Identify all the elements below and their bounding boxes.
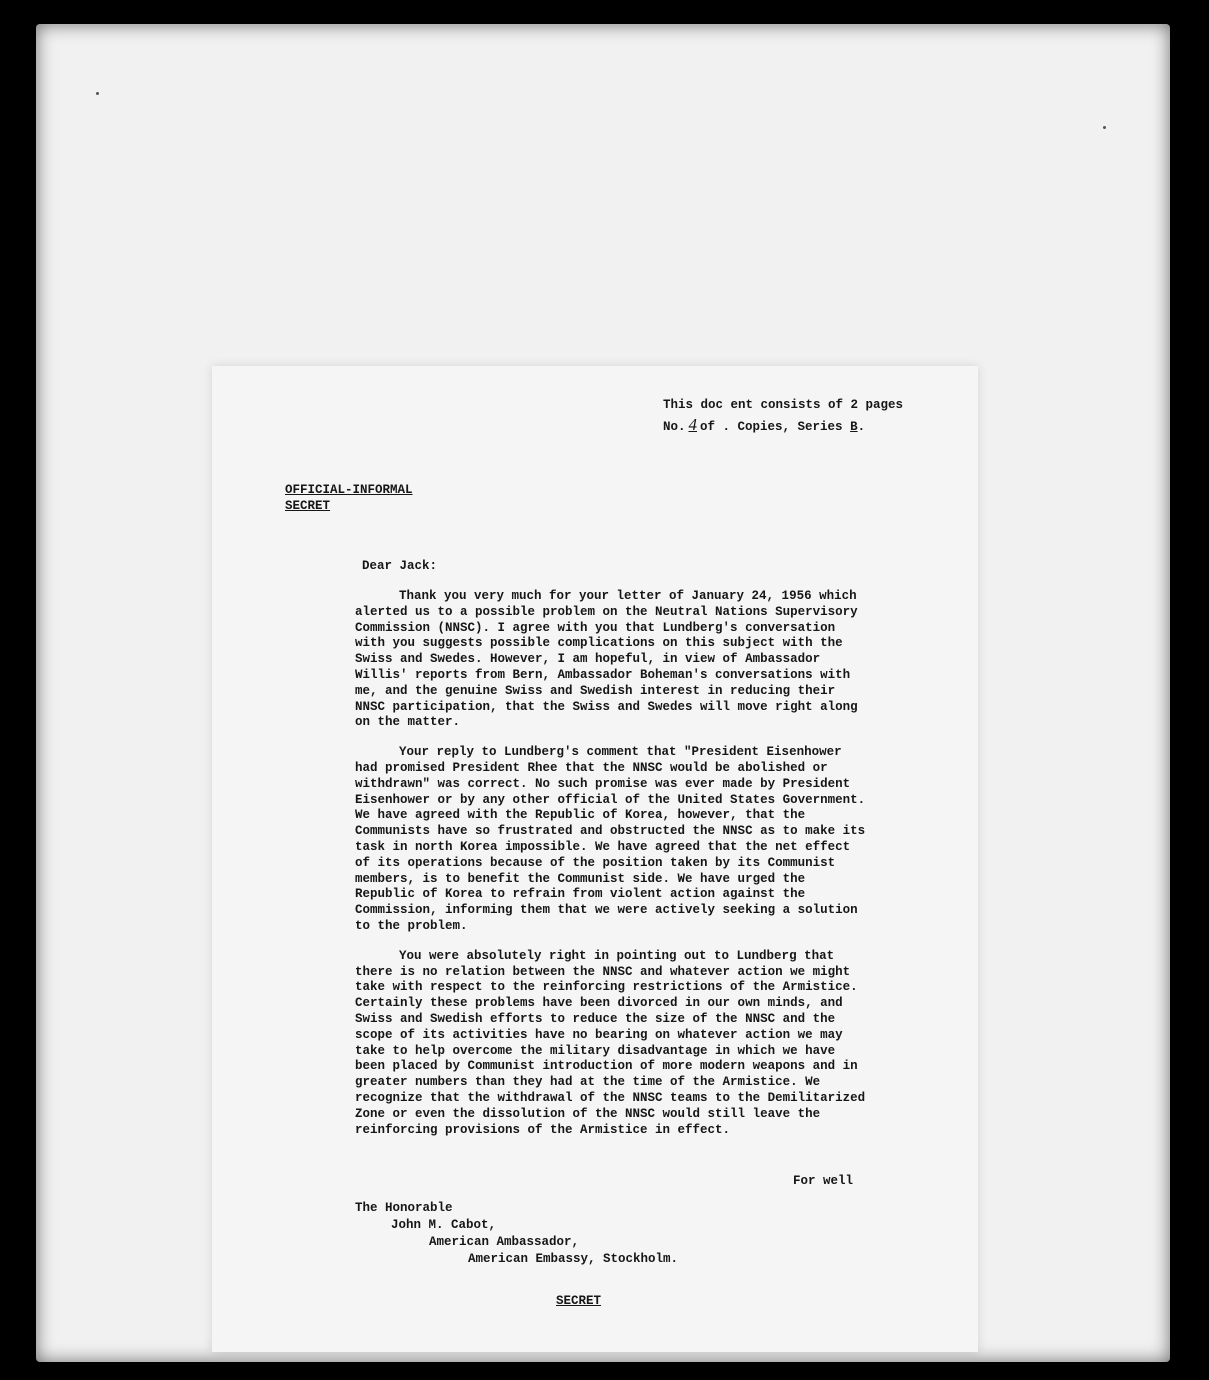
classification-block bbox=[285, 482, 413, 514]
page-count-line: This doc ent consists of 2 pages bbox=[663, 398, 904, 412]
address-line: American Ambassador, bbox=[429, 1235, 580, 1249]
address-line: The Honorable bbox=[355, 1201, 453, 1215]
document-control-header bbox=[663, 396, 903, 437]
series-letter: B bbox=[850, 420, 858, 434]
classification-secret: SECRET bbox=[285, 499, 331, 513]
copy-middle-text: of . Copies, Series bbox=[700, 420, 843, 434]
classification-official-informal: OFFICIAL-INFORMAL bbox=[285, 483, 413, 497]
classification-footer: SECRET bbox=[556, 1294, 602, 1308]
page-continuation: For well bbox=[793, 1174, 854, 1188]
copy-prefix: No. bbox=[663, 420, 686, 434]
address-line: American Embassy, Stockholm. bbox=[468, 1252, 679, 1266]
address-line: John M. Cabot, bbox=[391, 1218, 497, 1232]
body-paragraph: Thank you very much for your letter of January 24, 1956 which alerted us to a possible problem on the Neutral Nations Supervisory Commission (NNSC). I agree with you that Lundberg's conversation with you suggests possible complications on this subject with the Swiss and Swedes. However, I am hopeful, in view of Ambassador Willis' reports from Bern, Ambassador Boheman's conversations with me, and the genuine Swiss and Swedish interest in reducing their NNSC participation, that the Swiss and Swedes will move right along on the matter. bbox=[355, 589, 858, 730]
copy-number-line bbox=[663, 415, 866, 434]
registration-mark bbox=[96, 92, 99, 95]
handwritten-copy-number: 4 bbox=[688, 415, 698, 434]
recipient-address bbox=[355, 1200, 678, 1268]
body-paragraph: Your reply to Lundberg's comment that "President Eisenhower had promised President Rhee that the NNSC would be abolished or withdrawn" was correct. No such promise was ever made by President Eisenhower or by any other official of the United States Government. We have agreed with the Republic of Korea, however, that the Communists have so frustrated and obstructed the NNSC as to make its task in north Korea impossible. We have agreed that the net effect of its operations because of the position taken by its Communist members, is to benefit the Communist side. We have urged the Republic of Korea to refrain from violent action against the Commission, informing them that we were actively seeking a solution to the problem. bbox=[355, 745, 866, 933]
registration-mark bbox=[1103, 126, 1106, 129]
body-paragraph: You were absolutely right in pointing out to Lundberg that there is no relation between the NNSC and whatever action we might take with respect to the reinforcing restrictions of the Armistice. Certainly these problems have been divorced in our own minds, and Swiss and Swedish efforts to reduce the size of the NNSC and the scope of its activities have no bearing on whatever action we may take to help overcome the military disadvantage in which we have been placed by Communist introduction of more modern weapons and in greater numbers than they had at the time of the Armistice. We recognize that the withdrawal of the NNSC teams to the Demilitarized Zone or even the dissolution of the NNSC would still leave the reinforcing provisions of the Armistice in effect. bbox=[355, 948, 866, 1137]
series-suffix: . bbox=[857, 420, 866, 434]
letter-body bbox=[355, 589, 867, 1152]
salutation: Dear Jack: bbox=[362, 559, 438, 573]
